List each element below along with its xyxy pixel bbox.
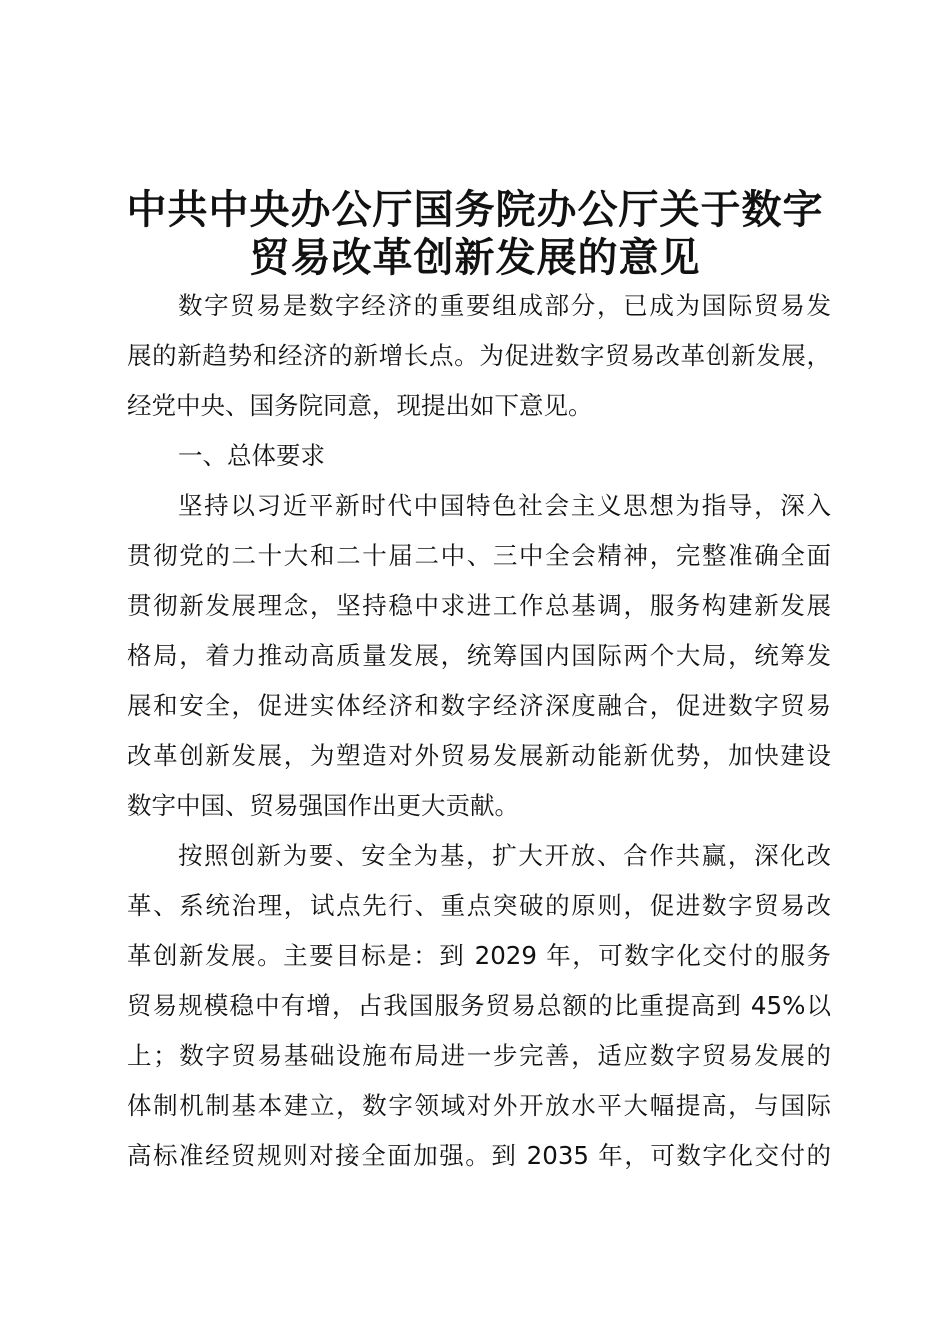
- section-heading: [127, 436, 831, 486]
- text-line: 革、系统治理，试点先行、重点突破的原则，促进数字贸易改: [127, 891, 831, 920]
- text-line: 上；数字贸易基础设施布局进一步完善，适应数字贸易发展的: [127, 1041, 831, 1070]
- section-heading-text: 一、总体要求: [178, 441, 325, 470]
- paragraph-goals: [127, 836, 831, 1186]
- text-line: 体制机制基本建立，数字领域对外开放水平大幅提高，与国际: [127, 1091, 831, 1120]
- text-line: 数字中国、贸易强国作出更大贡献。: [127, 791, 519, 820]
- paragraph-intro: [127, 286, 831, 436]
- text-line: 坚持以习近平新时代中国特色社会主义思想为指导，深入: [178, 491, 831, 520]
- text-line: 贸易规模稳中有增，占我国服务贸易总额的比重提高到 45%以: [127, 991, 831, 1020]
- document-body: [127, 286, 831, 1186]
- text-line: 贯彻新发展理念，坚持稳中求进工作总基调，服务构建新发展: [127, 591, 831, 620]
- text-line: 经党中央、国务院同意，现提出如下意见。: [127, 391, 593, 420]
- text-line: 按照创新为要、安全为基，扩大开放、合作共赢，深化改: [178, 841, 831, 870]
- text-line: 高标准经贸规则对接全面加强。到 2035 年，可数字化交付的: [127, 1141, 831, 1170]
- text-line: 贯彻党的二十大和二十届二中、三中全会精神，完整准确全面: [127, 541, 831, 570]
- text-line: 展的新趋势和经济的新增长点。为促进数字贸易改革创新发展，: [127, 341, 831, 370]
- document-title-line-1: 中共中央办公厅国务院办公厅关于数字: [126, 186, 824, 233]
- text-line: 改革创新发展，为塑造对外贸易发展新动能新优势，加快建设: [127, 741, 831, 770]
- text-line: 革创新发展。主要目标是：到 2029 年，可数字化交付的服务: [127, 941, 831, 970]
- text-line: 展和安全，促进实体经济和数字经济深度融合，促进数字贸易: [127, 691, 831, 720]
- text-line: 格局，着力推动高质量发展，统筹国内国际两个大局，统筹发: [127, 641, 831, 670]
- paragraph-guiding-principle: [127, 486, 831, 836]
- document-title-line-2: 贸易改革创新发展的意见: [249, 234, 701, 281]
- text-line: 数字贸易是数字经济的重要组成部分，已成为国际贸易发: [178, 291, 831, 320]
